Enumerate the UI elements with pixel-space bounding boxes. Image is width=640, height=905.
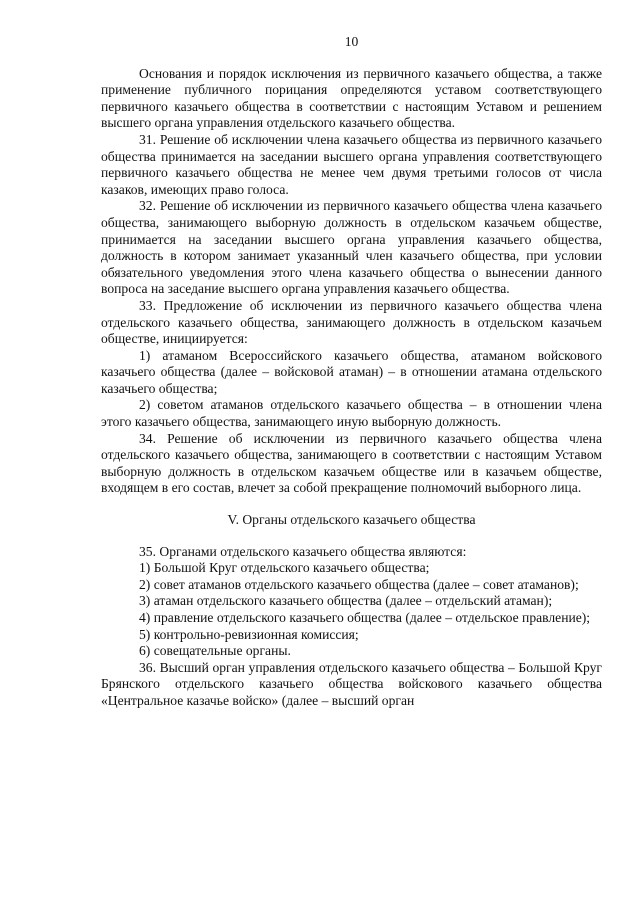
- paragraph-33: 33. Предложение об исключении из первичного казачьего общества члена отдельского казачьего общества, занимающего должность в отдельском казачьем обществе, инициируется:: [101, 297, 602, 347]
- paragraph-exclusion-grounds: Основания и порядок исключения из первичного казачьего общества, а также применение публичного порицания определяются уставом соответствующего первичного казачьего общества в соответствии с настоящим Уставом и решением высшего органа управления отдельского казачьего общества.: [101, 65, 602, 131]
- paragraph-36: 36. Высший орган управления отдельского казачьего общества – Большой Круг Брянского отдельского казачьего общества войскового казачьего общества «Центральное казачье войско» (далее – высший орган: [101, 659, 602, 708]
- paragraph-35: 35. Органами отдельского казачьего общества являются:: [139, 543, 467, 559]
- paragraph-33-item-2: 2) советом атаманов отдельского казачьего общества – в отношении члена этого казачьего общества, занимающего иную выборную должность.: [101, 397, 602, 430]
- paragraph-31: 31. Решение об исключении члена казачьего общества из первичного казачьего общества принимается на заседании высшего органа управления соответствующего первичного казачьего общества не менее чем двумя третьими голосов от числа казаков, имеющих право голоса.: [101, 131, 602, 197]
- paragraph-34: 34. Решение об исключении из первичного казачьего общества члена отдельского казачьего общества, занимающего в соответствии с настоящим Уставом выборную должность в отдельском казачьем обществе или в казачьем обществе, входящем в его состав, влечет за собой прекращение полномочий выборного лица.: [101, 430, 602, 496]
- page-number: 10: [344, 34, 359, 49]
- paragraph-35-item-6: 6) совещательные органы.: [139, 643, 291, 659]
- paragraph-35-item-5: 5) контрольно-ревизионная комиссия;: [139, 626, 359, 642]
- paragraph-35-item-4: 4) правление отдельского казачьего общества (далее – отдельское правление);: [139, 610, 591, 625]
- paragraph-35-item-2: 2) совет атаманов отдельского казачьего общества (далее – совет атаманов);: [139, 576, 579, 592]
- paragraph-35-item-3: 3) атаман отдельского казачьего общества (далее – отдельский атаман);: [139, 593, 553, 609]
- paragraph-33-item-1: 1) атаманом Всероссийского казачьего общества, атаманом войскового казачьего общества (далее – войсковой атаман) – в отношении атамана отдельского казачьего общества;: [101, 347, 602, 396]
- section-heading: V. Органы отдельского казачьего общества: [227, 512, 476, 528]
- paragraph-35-item-1: 1) Большой Круг отдельского казачьего общества;: [139, 560, 430, 576]
- paragraph-32: 32. Решение об исключении из первичного казачьего общества члена казачьего общества, занимающего выборную должность в отдельском казачьем обществе, принимается на заседании высшего органа управления казачьего общества, должность в котором занимает указанный член казачьего общества, при условии обязательного уведомления этого члена казачьего общества о вынесении данного вопроса на заседание высшего органа управления казачьего общества.: [101, 198, 602, 297]
